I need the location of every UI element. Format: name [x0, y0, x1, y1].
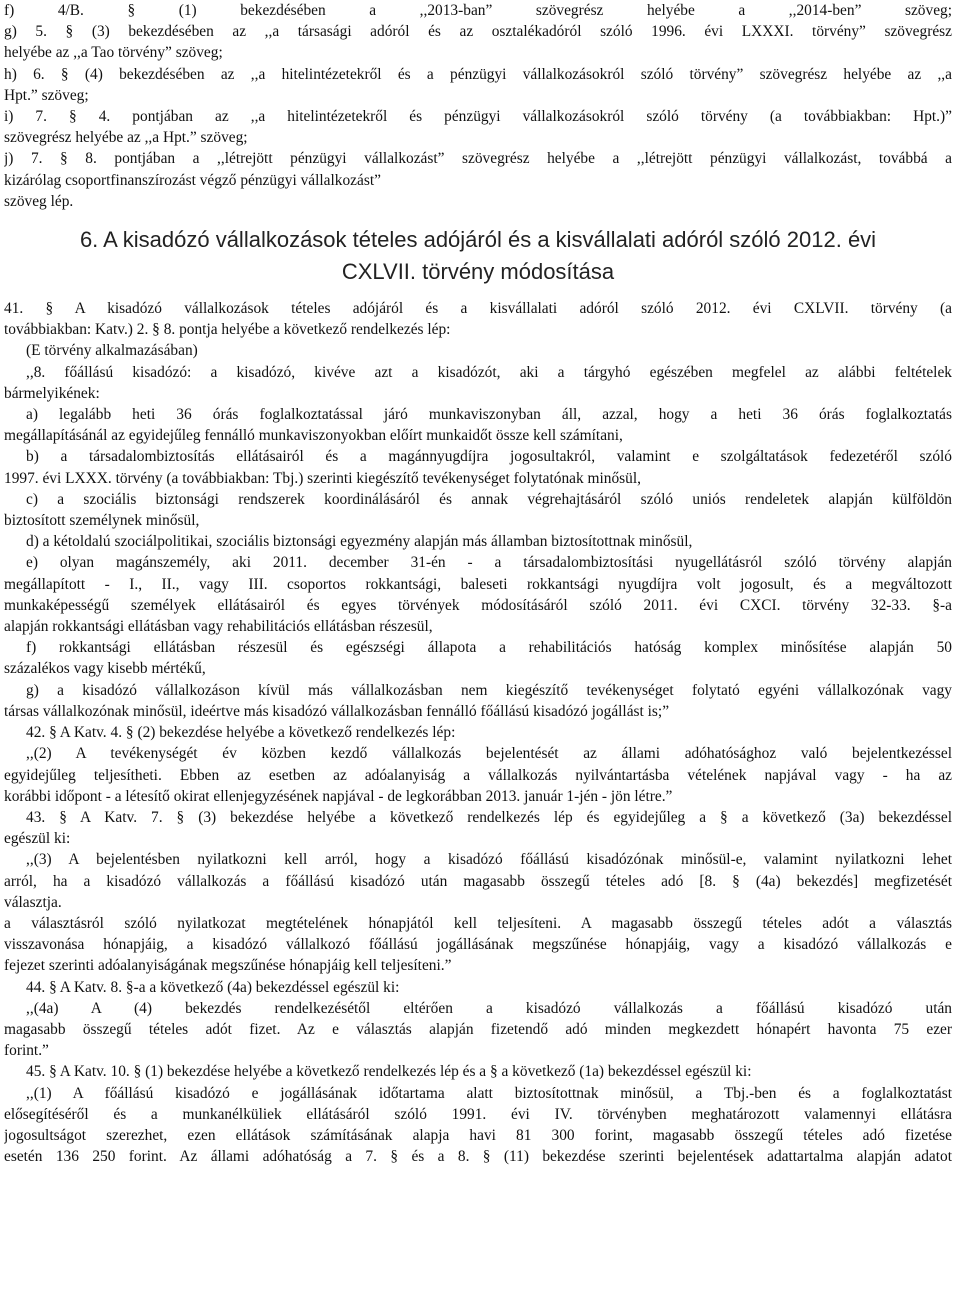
text-line: bármelyikének:: [4, 384, 100, 402]
text-line: i) 7. § 4. pontjában az ,,a hitelintézetekről és pénzügyi vállalkozásokról szóló törvény (a továbbiakban: Hpt.)”: [4, 108, 952, 126]
text-line: g) a kisadózó vállalkozáson kívül más vállalkozásban nem kiegészítő tevékenységet folytató egyéni vállalkozónak vagy: [26, 681, 952, 699]
text-line: b) a társadalombiztosítás ellátásairól és a magánnyugdíjra jogosultakról, valamint e szolgáltatások fedezetéről szóló: [26, 448, 952, 466]
text-line: c) a szociális biztonsági rendszerek koordinálásáról és annak végrehajtásáról szóló uniós rendeletek alapján külföldön: [26, 490, 952, 508]
text-line: 1997. évi LXXX. törvény (a továbbiakban: Tbj.) szerinti kiegészítő tevékenységet folytatónak minősül,: [4, 469, 641, 487]
text-line: 41. § A kisadózó vállalkozások tételes adójáról és a kisvállalati adóról szóló 2012. évi CXLVII. törvény (a: [4, 300, 952, 318]
text-line: esetén 136 250 forint. Az állami adóhatóság a 7. § és a 8. § (11) bekezdése szerinti bejelentések adattartalma alapján adatot: [4, 1148, 952, 1166]
text-line: Hpt.” szöveg;: [4, 86, 89, 104]
text-line: ,,(2) A tevékenységét év közben kezdő vállalkozás bejelentését az állami adóhatósághoz való bejelentkezéssel: [26, 745, 952, 763]
text-line: e) olyan magánszemély, aki 2011. december 31-én - a társadalombiztosítási nyugellátásról szóló törvény alapján: [26, 554, 952, 572]
text-line: ,,(1) A főállású kisadózó e jogállásának időtartama alatt biztosítottnak minősül, a Tbj.-ben és a foglalkoztatást: [26, 1084, 952, 1102]
heading-line: 6. A kisadózó vállalkozások tételes adójáról és a kisvállalati adóról szóló 2012. évi: [79, 227, 877, 253]
text-line: kizárólag csoportfinanszírozást végző pénzügyi vállalkozást”: [4, 171, 381, 189]
section-heading: [4, 224, 952, 288]
text-line: 43. § A Katv. 7. § (3) bekezdése helyébe a következő rendelkezés lép és egyidejűleg a § a következő (3a) bekezdéssel: [26, 808, 952, 826]
text-line: 44. § A Katv. 8. §-a a következő (4a) bekezdéssel egészül ki:: [26, 978, 400, 996]
text-line: egészül ki:: [4, 830, 71, 848]
text-line: h) 6. § (4) bekezdésében az ,,a hitelintézetekről és a pénzügyi vállalkozásokról szóló törvény” szövegrész helyébe az ,,a: [4, 65, 952, 83]
text-line: egyidejűleg teljesítheti. Ebben az esetben az adóalanyiság a vállalkozás nyilvántartásba vételének napjával vagy - ha az: [4, 766, 952, 784]
text-line: alapján rokkantsági ellátásban vagy rehabilitációs ellátásban részesül,: [4, 618, 433, 636]
text-line: forint.”: [4, 1042, 49, 1060]
text-line: fejezet szerinti adóalanyiságának megszűnése hónapjáig kell teljesíteni.”: [4, 957, 452, 975]
text-line: d) a kétoldalú szociálpolitikai, szociális biztonsági egyezmény alapján más államban biztosítottnak minősül,: [26, 533, 693, 551]
text-line: jogosultságot szerezhet, ezen ellátások számításának alapja havi 81 300 forint, magasabb összegű tételes adó fizetése: [4, 1126, 952, 1144]
text-line: (E törvény alkalmazásában): [26, 342, 198, 360]
text-line: társas vállalkozónak minősül, ideértve más kisadózó vállalkozásban fennálló főállású kisadózó jogállást is;”: [4, 702, 670, 720]
text-line: arról, ha a kisadózó vállalkozás a főállású kisadózó után magasabb összegű tételes adó [8. § (4a) bekezdés] megfizetését: [4, 872, 952, 890]
text-line: a) legalább heti 36 órás foglalkoztatással járó munkaviszonyban áll, azzal, hogy a heti 36 órás foglalkoztatás: [26, 406, 952, 424]
text-line: g) 5. § (3) bekezdésében az ,,a társasági adóról és az osztalékadóról szóló 1996. évi LXXXI. törvény” szövegrész: [4, 23, 952, 41]
section-body: [4, 298, 952, 1167]
text-line: szöveg lép.: [4, 192, 74, 210]
text-line: f) 4/B. § (1) bekezdésében a ,,2013-ban” szövegrész helyébe a ,,2014-ben” szöveg;: [4, 2, 952, 19]
text-line: helyébe az ,,a Tao törvény” szöveg;: [4, 44, 223, 62]
text-line: ,,8. főállású kisadózó: a kisadózó, kivéve azt a kisadózót, aki a tárgyhó egészében megfelel az alábbi feltételek: [26, 363, 952, 381]
text-line: választja.: [4, 893, 62, 911]
text-line: ,,(4a) A (4) bekezdés rendelkezésétől eltérően a kisadózó vállalkozás a főállású kisadózó után: [26, 999, 952, 1017]
text-line: korábbi időpont - a létesítő okirat ellenjegyzésének napjával - de legkorábban 2013. január 1-jén - jön létre.”: [4, 787, 673, 805]
text-line: szövegrész helyébe az ,,a Hpt.” szöveg;: [4, 129, 248, 147]
text-line: továbbiakban: Katv.) 2. § 8. pontja helyébe a következő rendelkezés lép:: [4, 321, 451, 339]
text-line: megállapításánál az egyidejűleg fennálló munkaviszonyokban előírt munkaidőt össze kell számítani,: [4, 427, 623, 445]
heading-line: CXLVII. törvény módosítása: [341, 259, 615, 285]
text-line: 42. § A Katv. 4. § (2) bekezdése helyébe a következő rendelkezés lép:: [26, 724, 456, 742]
text-line: munkaképességű személyek ellátásairól és egyes törvények módosításáról szóló 2011. évi CXCI. törvény 32-33. §-a: [4, 596, 952, 614]
text-line: 45. § A Katv. 10. § (1) bekezdése helyébe a következő rendelkezés lép és a § a következő (1a) bekezdéssel egészül ki:: [26, 1063, 752, 1081]
amendment-list: [4, 0, 952, 212]
text-line: ,,(3) A bejelentésben nyilatkozni kell arról, hogy a kisadózó főállású kisadózónak minősül-e, valamint nyilatkozni lehet: [26, 851, 952, 869]
text-line: megállapított - I., II., vagy III. csoportos rokkantsági, baleseti rokkantsági nyugdíjra volt jogosult, és a megváltozott: [4, 575, 952, 593]
text-line: magasabb összegű tételes adót fizet. Az e választás alapján fizetendő adó minden megkezdett hónapért havonta 75 ezer: [4, 1020, 952, 1038]
text-line: százalékos vagy kisebb mértékű,: [4, 660, 206, 678]
text-line: visszavonása hónapjáig, a kisadózó vállalkozó főállású jogállásának megszűnése hónapjáig, vagy a kisadózó vállalkozás e: [4, 936, 952, 954]
text-line: a választásról szóló nyilatkozat megtételének hónapjától kell teljesíteni. A magasabb összegű tételes adót a választás: [4, 914, 952, 932]
text-line: j) 7. § 8. pontjában a ,,létrejött pénzügyi vállalkozást” szövegrész helyébe a ,,létrejött pénzügyi vállalkozást, továbbá a: [4, 150, 952, 168]
text-line: biztosított személynek minősül,: [4, 512, 200, 530]
text-line: elősegítéséről és a munkanélküliek ellátásáról szóló 1991. évi IV. törvényben meghatározott valamennyi ellátásra: [4, 1105, 952, 1123]
text-line: f) rokkantsági ellátásban részesül és egészségi állapota a rehabilitációs hatóság komplex minősítése alapján 50: [26, 639, 952, 657]
